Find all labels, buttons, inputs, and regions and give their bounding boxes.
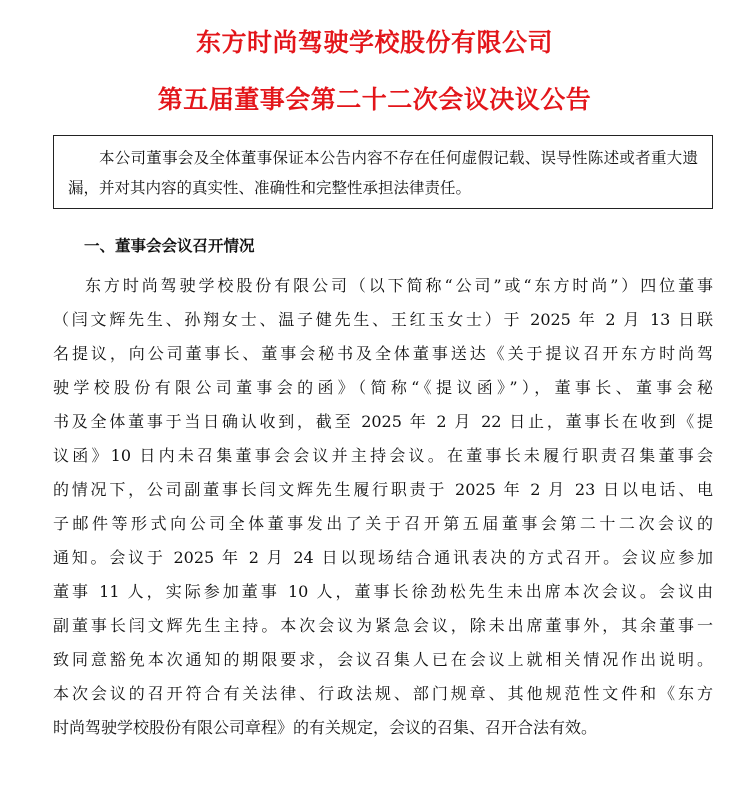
body-line: 书及全体董事于当日确认收到，截至 2025 年 2 月 22 日止，董事长在收到《提 xyxy=(53,412,713,431)
body-line: 致同意豁免本次通知的期限要求，会议召集人已在会议上就相关情况作出说明。 xyxy=(53,650,713,669)
body-line: 时尚驾驶学校股份有限公司章程》的有关规定，会议的召集、召开合法有效。 xyxy=(53,718,598,737)
body-line: 董事 11 人，实际参加董事 10 人，董事长徐劲松先生未出席本次会议。会议由 xyxy=(53,582,713,601)
liability-notice-box xyxy=(53,135,713,209)
body-line: 通知。会议于 2025 年 2 月 24 日以现场结合通讯表决的方式召开。会议应参加 xyxy=(53,548,713,567)
body-line: 东方时尚驾驶学校股份有限公司（以下简称“公司”或“东方时尚”）四位董事 xyxy=(85,276,713,295)
body-line: 议函》10 日内未召集董事会会议并主持会议。在董事长未履行职责召集董事会 xyxy=(53,446,713,465)
body-line: 副董事长闫文辉先生主持。本次会议为紧急会议，除未出席董事外，其余董事一 xyxy=(53,616,713,635)
body-line: 名提议，向公司董事长、董事会秘书及全体董事送达《关于提议召开东方时尚驾 xyxy=(53,344,713,363)
section-body xyxy=(53,269,713,745)
body-line: 子邮件等形式向公司全体董事发出了关于召开第五届董事会第二十二次会议的 xyxy=(53,514,713,533)
announcement-title: 第五届董事会第二十二次会议决议公告 xyxy=(157,85,592,114)
liability-notice-text: 本公司董事会及全体董事保证本公告内容不存在任何虚假记载、误导性陈述或者重大遗漏，并对其内容的真实性、准确性和完整性承担法律责任。 xyxy=(68,149,698,197)
body-line: 本次会议的召开符合有关法律、行政法规、部门规章、其他规范性文件和《东方 xyxy=(53,684,713,703)
body-line: 的情况下，公司副董事长闫文辉先生履行职责于 2025 年 2 月 23 日以电话、电 xyxy=(53,480,713,499)
section-heading: 一、董事会会议召开情况 xyxy=(84,237,255,255)
body-line: （闫文辉先生、孙翔女士、温子健先生、王红玉女士）于 2025 年 2 月 13 日联 xyxy=(53,310,713,329)
company-title: 东方时尚驾驶学校股份有限公司 xyxy=(195,28,553,57)
body-line: 驶学校股份有限公司董事会的函》（简称“《提议函》”），董事长、董事会秘 xyxy=(53,378,713,397)
